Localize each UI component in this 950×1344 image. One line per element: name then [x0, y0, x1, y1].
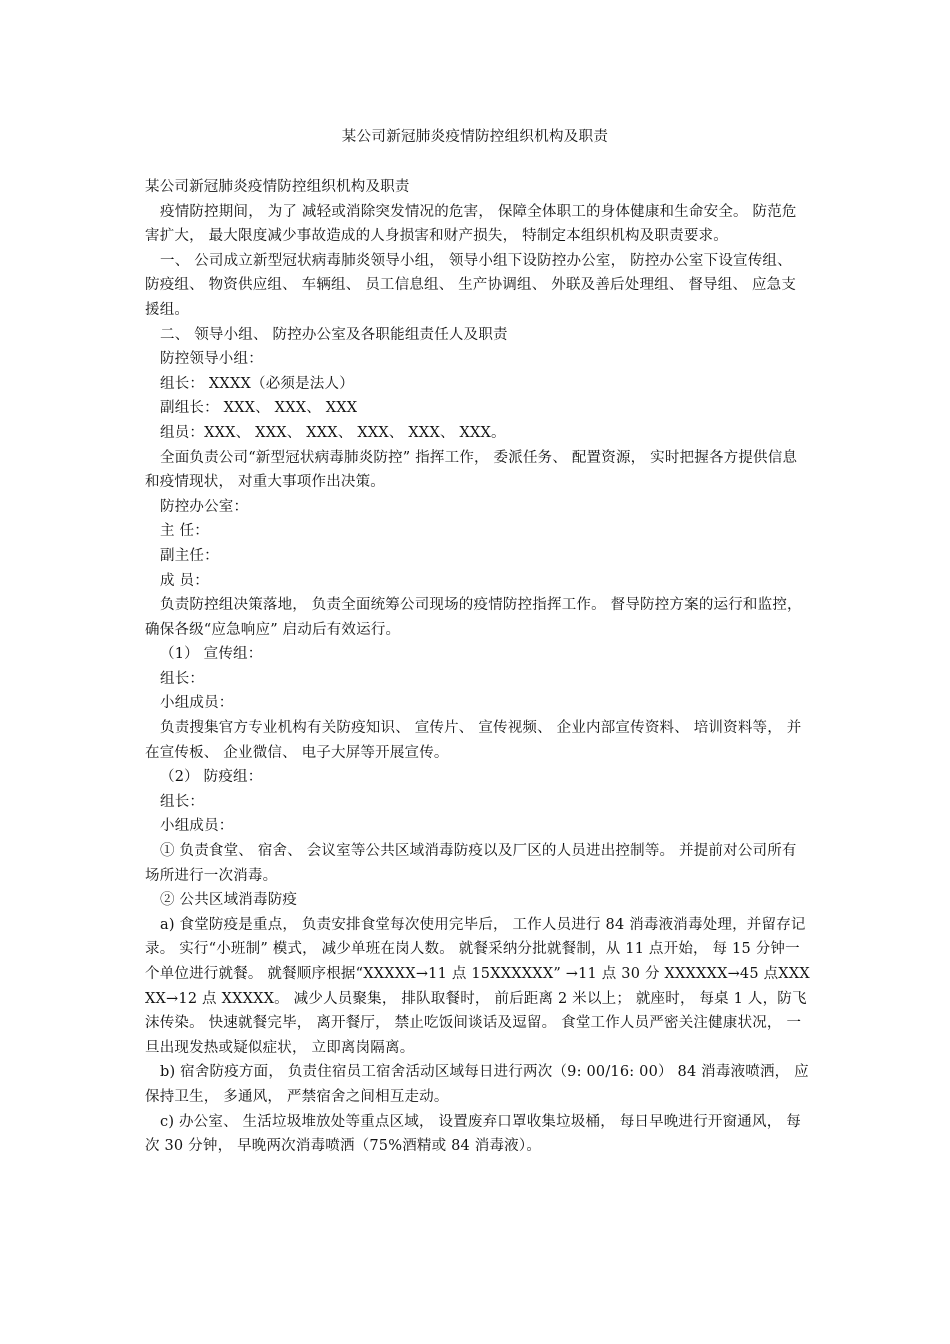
body-paragraph: 二、 领导小组、 防控办公室及各职能组责任人及职责 [160, 326, 508, 343]
body-paragraph: 小组成员： [160, 818, 234, 835]
document-title: 某公司新冠肺炎疫情防控组织机构及职责 [341, 129, 609, 145]
body-paragraph: ② 公共区域消毒防疫 [160, 892, 298, 909]
body-paragraph: b) 宿舍防疫方面， 负责住宿员工宿舍活动区域每日进行两次（9: 00/16: 00） 84 消毒液喷洒， 应保持卫生， 多通风， 严禁宿舍之间相互走动。 [145, 1064, 809, 1105]
body-paragraph: 成 员： [160, 572, 209, 589]
body-paragraph: c) 办公室、 生活垃圾堆放处等重点区域， 设置废弃口罩收集垃圾桶， 每日早晚进行开窗通风， 每次 30 分钟， 早晚两次消毒喷洒（75%酒精或 84 消毒液）。 [145, 1113, 801, 1155]
body-paragraph: 组长： XXXX（必须是法人） [160, 375, 354, 392]
body-paragraph: 防控办公室： [160, 498, 249, 515]
body-paragraph: 疫情防控期间， 为了 减轻或消除突发情况的危害， 保障全体职工的身体健康和生命安全。 防范危害扩大， 最大限度减少事故造成的人身损害和财产损失， 特制定本组织机构及职责要求。 [145, 203, 797, 245]
body-paragraph: 负责防控组决策落地， 负责全面统筹公司现场的疫情防控指挥工作。 督导防控方案的运行和监控， 确保各级“应急响应” 启动后有效运行。 [145, 597, 802, 638]
body-paragraph: 一、 公司成立新型冠状病毒肺炎领导小组， 领导小组下设防控办公室， 防控办公室下设宣传组、 防疫组、 物资供应组、 车辆组、 员工信息组、 生产协调组、 外联及善后处理组、 督导组、 应急支援组。 [145, 252, 797, 318]
body-paragraph: 副主任： [160, 547, 219, 564]
body-paragraph: 副组长： XXX、 XXX、 XXX [160, 400, 358, 417]
body-paragraph: （2） 防疫组： [160, 769, 263, 786]
body-paragraph: 防控领导小组： [160, 351, 263, 368]
body-paragraph: ① 负责食堂、 宿舍、 会议室等公共区域消毒防疫以及厂区的人员进出控制等。 并提前对公司所有场所进行一次消毒。 [145, 843, 797, 884]
body-paragraph: a) 食堂防疫是重点， 负责安排食堂每次使用完毕后， 工作人员进行 84 消毒液消毒处理，并留存记录。 实行“小班制” 模式， 减少单班在岗人数。 就餐采纳分批就餐制，从 11 点开始， 每 15 分钟一个单位进行就餐。 就餐顺序根据“XXXXX→11 点 15XXXXXX” →11 点 30 分 XXXXXX→45 点XXXXX→12 点 XXXXX。 减少人员聚集， 排队取餐时， 前后距离 2 米以上； 就座时， 每桌 1 人，防飞沫传染。 快速就餐完毕， 离开餐厅， 禁止吃饭间谈话及逗留。 食堂工作人员严密关注健康状况， 一旦出现发热或疑似症状， 立即离岗隔离。 [145, 916, 810, 1056]
body-paragraph: （1） 宣传组： [160, 646, 263, 663]
body-paragraph: 负责搜集官方专业机构有关防疫知识、 宣传片、 宣传视频、 企业内部宣传资料、 培训资料等， 并在宣传板、 企业微信、 电子大屏等开展宣传。 [145, 720, 802, 761]
document-body [145, 175, 810, 1159]
body-paragraph: 组长： [160, 670, 205, 687]
body-paragraph: 全面负责公司“新型冠状病毒肺炎防控” 指挥工作， 委派任务、 配置资源， 实时把握各方提供信息和疫情现状， 对重大事项作出决策。 [145, 449, 798, 491]
body-paragraph: 组员：XXX、 XXX、 XXX、 XXX、 XXX、 XXX。 [160, 424, 506, 441]
body-paragraph: 主 任： [160, 523, 209, 540]
body-paragraph: 小组成员： [160, 695, 234, 712]
body-paragraph: 某公司新冠肺炎疫情防控组织机构及职责 [145, 179, 410, 195]
body-paragraph: 组长： [160, 793, 205, 810]
